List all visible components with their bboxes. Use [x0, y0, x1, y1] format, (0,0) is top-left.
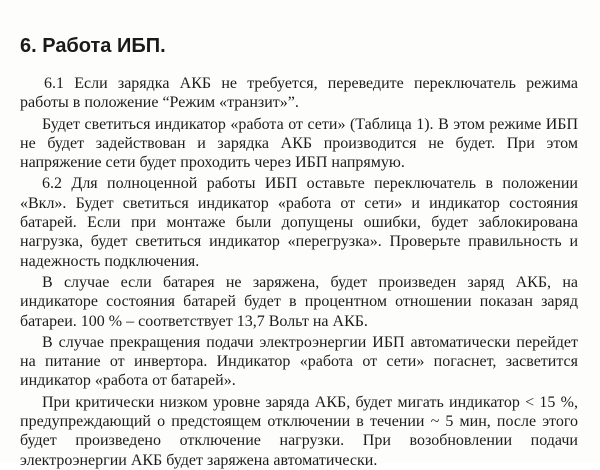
paragraph-low-battery: При критически низком уровне заряда АКБ, будет мигать индикатор < 15 %, предупреждающий о предстоящем отключении в течении ~ 5 мин, после этого будет произведено отключение нагрузки. При возобновлении подачи электроэнергии АКБ будет заряжена автоматически.: [20, 393, 578, 469]
paragraph-battery-charge: В случае если батарея не заряжена, будет произведен заряд АКБ, на индикаторе состояния батарей будет в процентном отношении показан заряд батареи. 100 % – соответствует 13,7 Вольт на АКБ.: [20, 273, 578, 330]
section-body: [20, 74, 582, 470]
paragraph-power-loss: В случае прекращения подачи электроэнергии ИБП автоматически перейдет на питание от инвертора. Индикатор «работа от сети» погаснет, засветится индикатор «работа от батарей».: [20, 333, 578, 390]
paragraph-6-2: 6.2 Для полноценной работы ИБП оставьте переключатель в положении «Вкл». Будет светиться индикатор «работа от сети» и индикатор состояния батарей. Если при монтаже были допущены ошибки, будет заблокирована нагрузка, будет светиться индикатор «перегрузка». Проверьте правильность и надежность подключения.: [20, 175, 578, 270]
paragraph-transit-mode: Будет светиться индикатор «работа от сети» (Таблица 1). В этом режиме ИБП не будет задействован и зарядка АКБ производится не будет. При этом напряжение сети будет проходить через ИБП напрямую.: [20, 115, 578, 172]
paragraph-6-1: 6.1 Если зарядка АКБ не требуется, переведите переключатель режима работы в положение “Режим «транзит»”.: [20, 75, 578, 112]
section-title: 6. Работа ИБП.: [20, 35, 166, 57]
